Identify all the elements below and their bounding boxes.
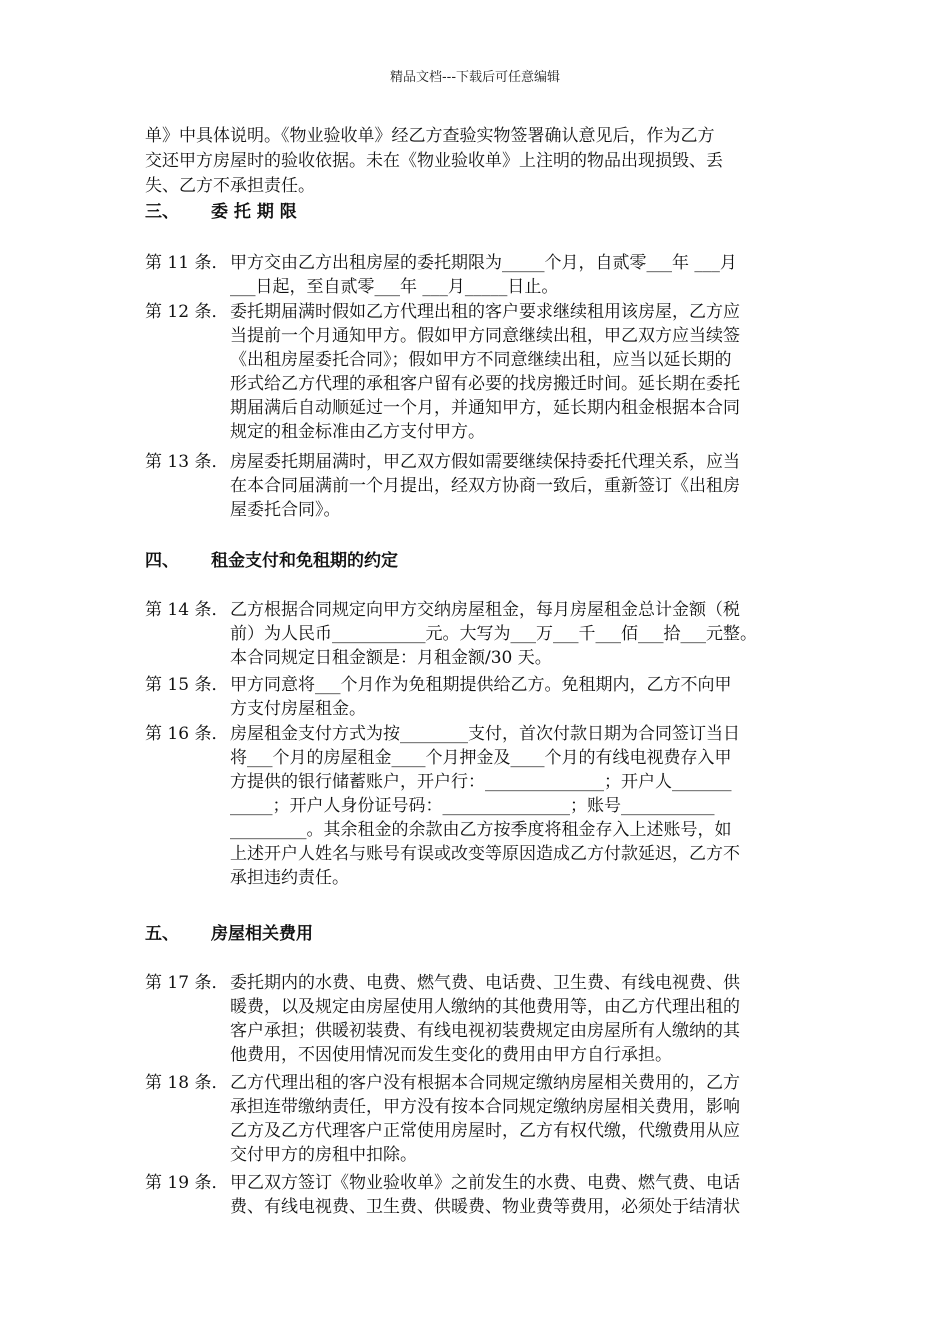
article-label: 第 12 条． xyxy=(145,302,229,322)
article-label: 第 17 条． xyxy=(145,973,229,993)
article-line: 前）为人民币___________元。大写为___万___千___佰___拾___元整。 xyxy=(230,624,757,644)
article-label: 第 14 条． xyxy=(145,600,229,620)
article-line: 乙方及乙方代理客户正常使用房屋时，乙方有权代缴，代缴费用从应 xyxy=(230,1121,740,1141)
section-heading xyxy=(145,922,313,946)
article-line: 形式给乙方代理的承租客户留有必要的找房搬迁时间。延长期在委托 xyxy=(230,374,740,394)
section-heading xyxy=(145,200,297,224)
article-line: 甲方同意将___个月作为免租期提供给乙方。免租期内，乙方不向甲 xyxy=(230,675,732,695)
intro-line: 交还甲方房屋时的验收依据。未在《物业验收单》上注明的物品出现损毁、丢 xyxy=(145,151,723,171)
article-line: 在本合同届满前一个月提出，经双方协商一致后，重新签订《出租房 xyxy=(230,476,740,496)
article-line: 客户承担；供暖初装费、有线电视初装费规定由房屋所有人缴纳的其 xyxy=(230,1021,740,1041)
article-line: 房屋委托期届满时，甲乙双方假如需要继续保持委托代理关系，应当 xyxy=(230,452,740,472)
article-line: 委托期内的水费、电费、燃气费、电话费、卫生费、有线电视费、供 xyxy=(230,973,740,993)
article-line: 本合同规定日租金额是：月租金额/30 天。 xyxy=(230,648,552,668)
article-label: 第 19 条． xyxy=(145,1173,229,1193)
article-line: ___日起，至自贰零___年 ___月_____日止。 xyxy=(230,277,559,297)
article-line: 甲方交由乙方出租房屋的委托期限为_____个月，自贰零___年 ___月 xyxy=(230,253,737,273)
article-line: 期届满后自动顺延过一个月，并通知甲方，延长期内租金根据本合同 xyxy=(230,398,740,418)
section-number: 五、 xyxy=(145,924,179,944)
article-line: 当提前一个月通知甲方。假如甲方同意继续出租，甲乙双方应当续签 xyxy=(230,326,740,346)
article-line: 将___个月的房屋租金____个月押金及____个月的有线电视费存入甲 xyxy=(230,748,732,768)
article-line: 《出租房屋委托合同》；假如甲方不同意继续出租，应当以延长期的 xyxy=(230,350,732,370)
article-label: 第 16 条． xyxy=(145,724,229,744)
article-line: 交付甲方的房租中扣除。 xyxy=(230,1145,417,1165)
page-header: 精品文档---下载后可任意编辑 xyxy=(389,70,561,85)
article-line: 暖费，以及规定由房屋使用人缴纳的其他费用等，由乙方代理出租的 xyxy=(230,997,740,1017)
article-line: 屋委托合同》。 xyxy=(230,500,341,520)
section-number: 三、 xyxy=(145,202,179,222)
article-line: 费、有线电视费、卫生费、供暖费、物业费等费用，必须处于结清状 xyxy=(230,1197,740,1217)
article-line: 他费用，不因使用情况而发生变化的费用由甲方自行承担。 xyxy=(230,1045,672,1065)
section-title: 租金支付和免租期的约定 xyxy=(211,551,398,571)
article-line: 甲乙双方签订《物业验收单》之前发生的水费、电费、燃气费、电话 xyxy=(230,1173,740,1193)
intro-line: 失、乙方不承担责任。 xyxy=(145,176,315,196)
article-label: 第 15 条． xyxy=(145,675,229,695)
article-line: 方提供的银行储蓄账户，开户行：______________；开户人_______ xyxy=(230,772,732,792)
intro-line: 单》中具体说明。《物业验收单》经乙方查验实物签署确认意见后，作为乙方 xyxy=(145,126,715,146)
section-title: 房屋相关费用 xyxy=(211,924,313,944)
article-label: 第 18 条． xyxy=(145,1073,229,1093)
article-line: 乙方根据合同规定向甲方交纳房屋租金，每月房屋租金总计金额（税 xyxy=(230,600,740,620)
article-line: 乙方代理出租的客户没有根据本合同规定缴纳房屋相关费用的，乙方 xyxy=(230,1073,740,1093)
section-number: 四、 xyxy=(145,551,179,571)
article-line: 承担违约责任。 xyxy=(230,868,349,888)
article-line: 上述开户人姓名与账号有误或改变等原因造成乙方付款延迟，乙方不 xyxy=(230,844,740,864)
article-line: 方支付房屋租金。 xyxy=(230,699,366,719)
article-line: 规定的租金标准由乙方支付甲方。 xyxy=(230,422,485,442)
article-line: 房屋租金支付方式为按________支付，首次付款日期为合同签订当日 xyxy=(230,724,740,744)
section-title: 委 托 期 限 xyxy=(211,202,297,222)
article-line: _____；开户人身份证号码：_______________；账号___________ xyxy=(230,796,715,816)
article-line: _________。其余租金的余款由乙方按季度将租金存入上述账号，如 xyxy=(230,820,732,840)
article-line: 委托期届满时假如乙方代理出租的客户要求继续租用该房屋，乙方应 xyxy=(230,302,740,322)
section-heading xyxy=(145,549,398,573)
article-line: 承担连带缴纳责任，甲方没有按本合同规定缴纳房屋相关费用，影响 xyxy=(230,1097,740,1117)
article-label: 第 13 条． xyxy=(145,452,229,472)
article-label: 第 11 条． xyxy=(145,253,229,273)
